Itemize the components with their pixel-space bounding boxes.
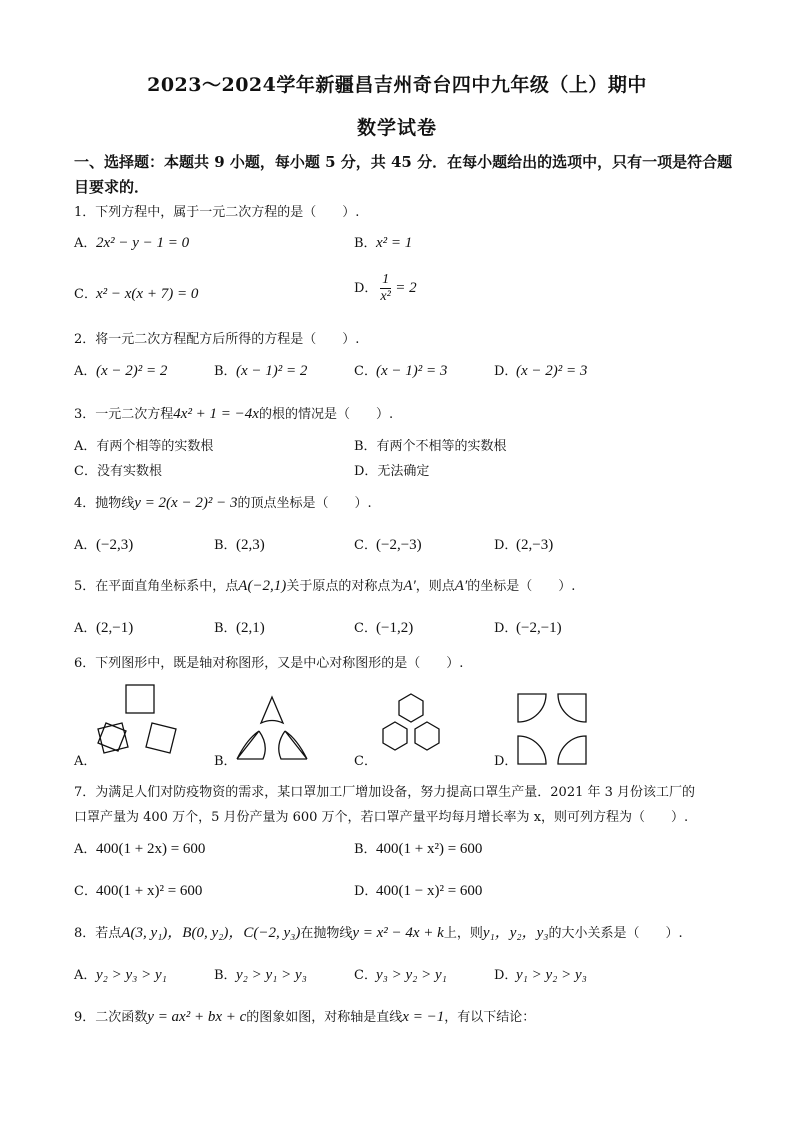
- q8-stem: 8．若点A(3, y₁)，B(0, y₂)，C(−2, y₃)在抛物线y = x² − 4x + k上，则y₁，y₂，y₃的大小关系是（ ）.: [74, 925, 683, 941]
- q6-figure-c-hexagons: [375, 692, 447, 766]
- q5-option-d: D．(−2,−1): [494, 620, 562, 636]
- q2-option-a: A．(x − 2)² = 2: [74, 363, 168, 379]
- q9-stem: 9．二次函数y = ax² + bx + c的图象如图，对称轴是直线x = −1，有以下结论：: [74, 1009, 536, 1025]
- q6-figure-b-sectors: [233, 693, 311, 765]
- q8-option-b: B．y₂ > y₁ > y₃: [214, 967, 307, 983]
- q3-option-a: A．有两个相等的实数根: [74, 439, 214, 454]
- q7-option-a: A．400(1 + 2x) = 600: [74, 841, 206, 857]
- q3-option-b: B．有两个不相等的实数根: [354, 439, 507, 454]
- q2-option-b: B．(x − 1)² = 2: [214, 363, 308, 379]
- q1-option-d: D． $\frac{1}{\text{x²}}$ = 2: [354, 272, 417, 304]
- exam-title: 2023～2024学年新疆昌吉州奇台四中九年级（上）期中: [147, 74, 647, 96]
- q5-option-c: C．(−1,2): [354, 620, 414, 636]
- q6-figure-a-squares: [92, 683, 188, 769]
- q4-option-c: C．(−2,−3): [354, 537, 422, 553]
- q4-option-a: A．(−2,3): [74, 537, 134, 553]
- q4-option-d: D．(2,−3): [494, 537, 554, 553]
- q6-option-c-label: C．: [354, 754, 377, 769]
- q5-option-b: B．(2,1): [214, 620, 265, 636]
- q6-figure-d-quarter-circles: [516, 692, 588, 766]
- q6-option-b-label: B．: [214, 754, 237, 769]
- q3-option-d: D．无法确定: [354, 464, 430, 479]
- q7-option-c: C．400(1 + x)² = 600: [74, 883, 203, 899]
- fraction: $\frac{1}{\text{x²}}$: [380, 272, 391, 304]
- q7-option-d: D．400(1 − x)² = 600: [354, 883, 483, 899]
- q6-stem: 6．下列图形中，既是轴对称图形，又是中心对称图形的是（ ）.: [74, 656, 464, 671]
- q2-option-c: C．(x − 1)² = 3: [354, 363, 448, 379]
- q6-option-d-label: D．: [494, 754, 518, 769]
- q5-option-a: A．(2,−1): [74, 620, 134, 636]
- q8-option-d: D．y₁ > y₂ > y₃: [494, 967, 587, 983]
- q3-option-c: C．没有实数根: [74, 464, 162, 479]
- q2-stem: 2．将一元二次方程配方后所得的方程是（ ）.: [74, 332, 360, 347]
- q8-option-a: A．y₂ > y₃ > y₁: [74, 967, 167, 983]
- exam-subtitle: 数学试卷: [356, 117, 437, 139]
- q4-option-b: B．(2,3): [214, 537, 265, 553]
- q2-option-d: D．(x − 2)² = 3: [494, 363, 588, 379]
- q3-stem: 3．一元二次方程4x² + 1 = −4x的根的情况是（ ）.: [74, 406, 394, 422]
- q1-option-c: C．x² − x(x + 7) = 0: [74, 286, 199, 302]
- q1-stem: 1．下列方程中，属于一元二次方程的是（ ）.: [74, 205, 360, 220]
- q1-option-a: A．2x² − y − 1 = 0: [74, 235, 190, 251]
- q7-option-b: B．400(1 + x²) = 600: [354, 841, 483, 857]
- q7-stem-line2: 口罩产量为 400 万个，5 月份产量为 600 万个，若口罩产量平均每月增长率为 x，则可列方程为（ ）.: [74, 810, 689, 825]
- q5-stem: 5．在平面直角坐标系中，点A(−2,1)关于原点的对称点为A′，则点A′的坐标是（ ）.: [74, 578, 576, 594]
- q1-option-b: B．x² = 1: [354, 235, 413, 251]
- q4-stem: 4．抛物线y = 2(x − 2)² − 3的顶点坐标是（ ）.: [74, 495, 372, 511]
- section-heading: 一、选择题：本题共 9 小题，每小题 5 分，共 45 分．在每小题给出的选项中，只有一项是符合题目要求的．: [74, 153, 733, 196]
- q6-option-a-label: A．: [74, 754, 97, 769]
- q7-stem-line1: 7．为满足人们对防疫物资的需求，某口罩加工厂增加设备，努力提高口罩生产量．2021 年 3 月份该工厂的: [74, 785, 696, 800]
- q8-option-c: C．y₃ > y₂ > y₁: [354, 967, 447, 983]
